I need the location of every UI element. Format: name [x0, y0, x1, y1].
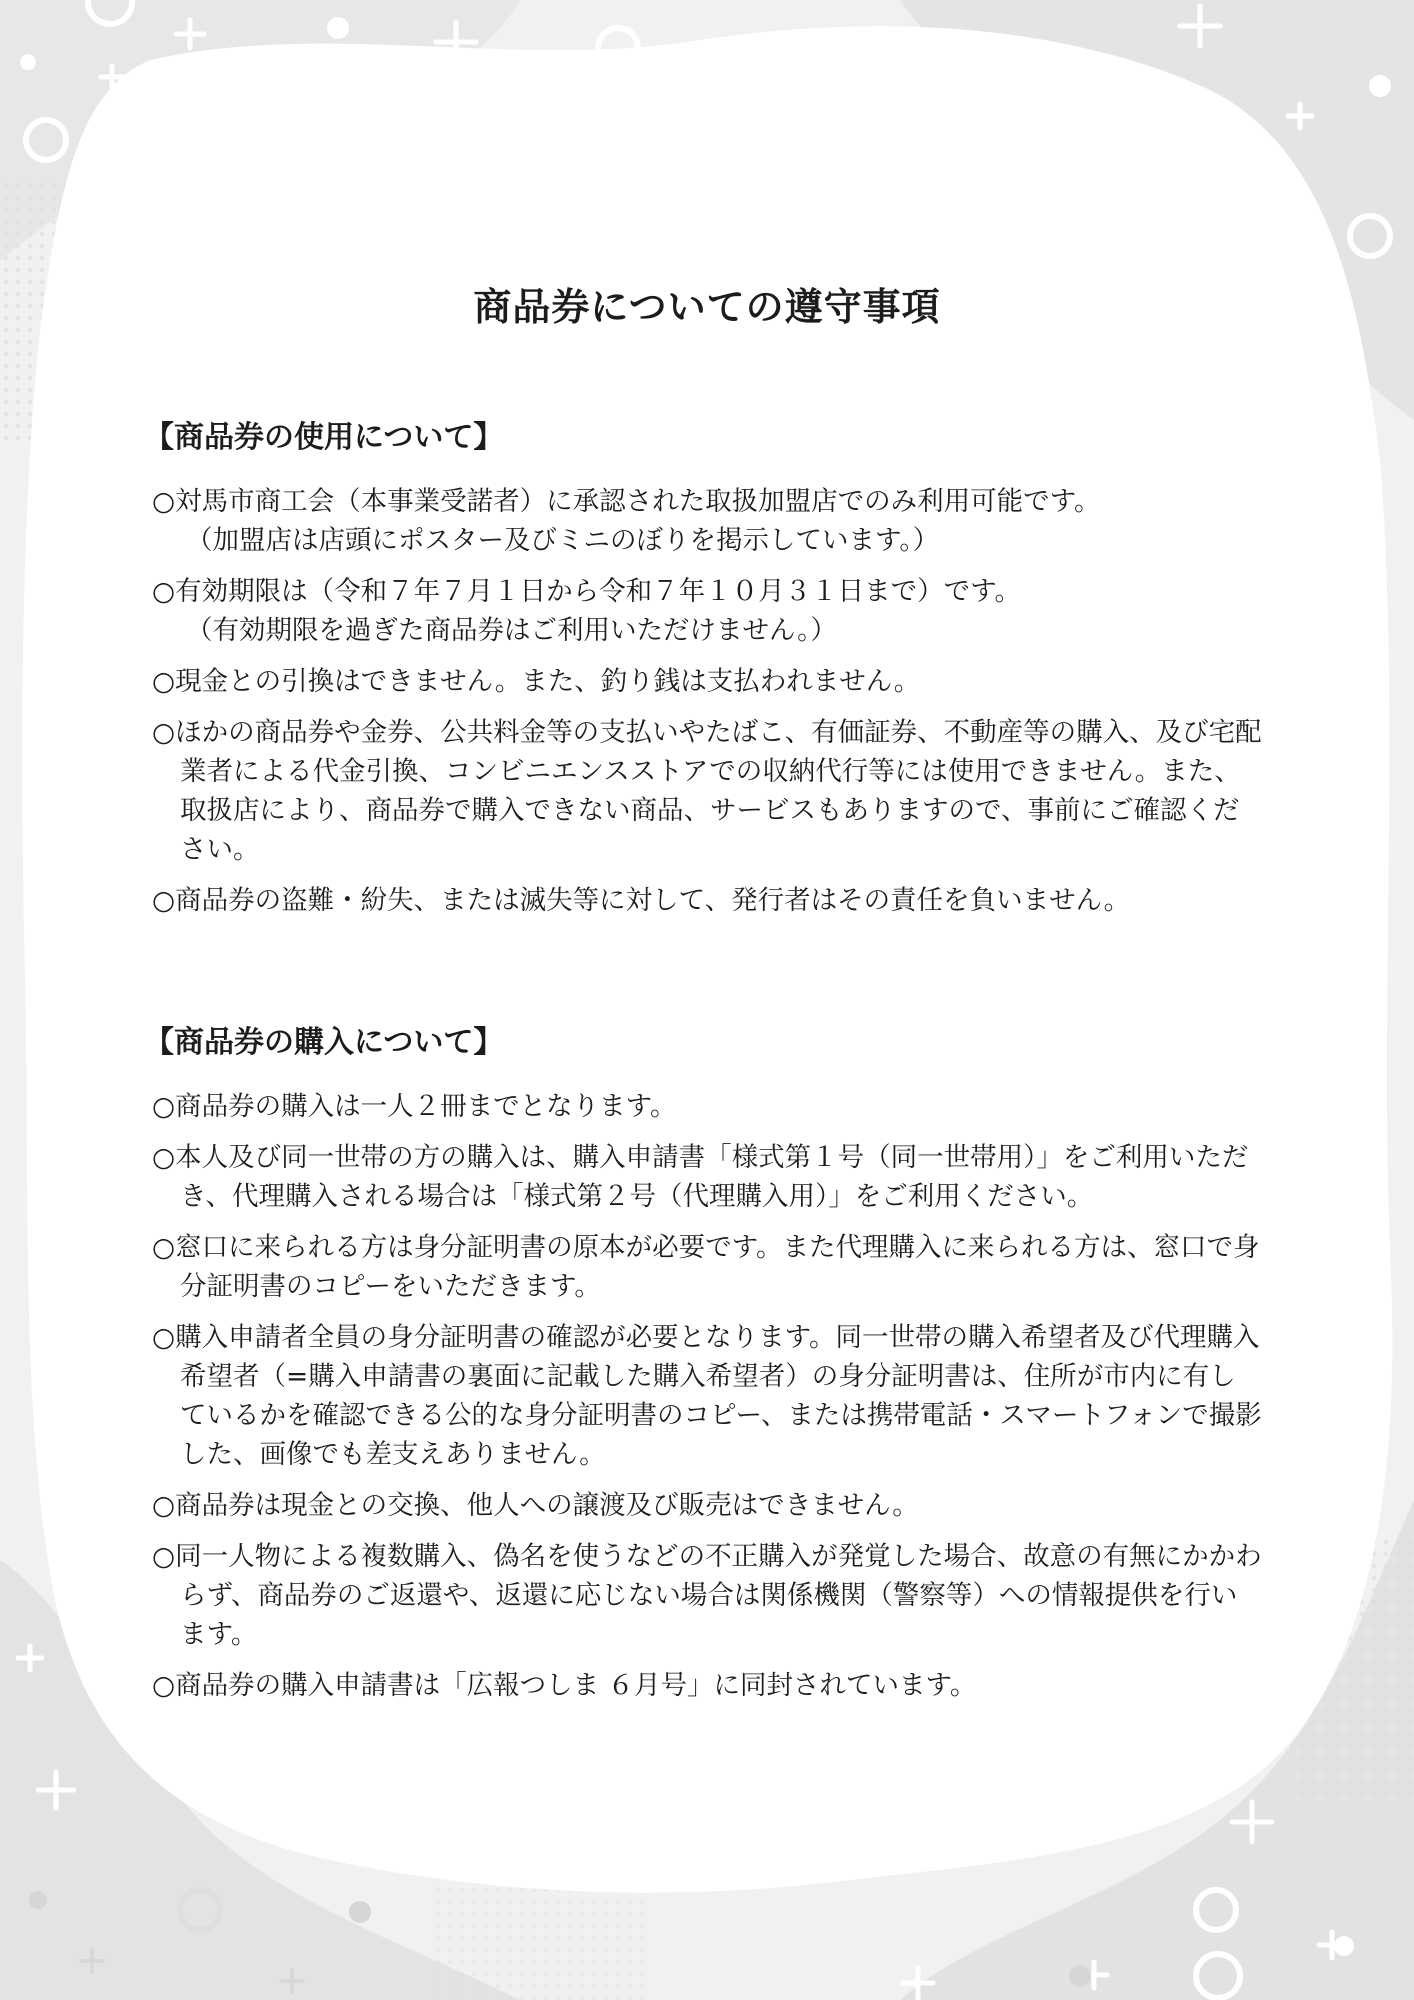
section-heading: 【商品券の購入について】 — [144, 1025, 504, 1060]
section-heading: 【商品券の使用について】 — [144, 420, 504, 455]
list-item — [152, 572, 1262, 650]
list-item — [152, 1228, 1262, 1306]
section-purchase — [144, 1021, 1262, 1717]
list-item — [152, 1318, 1262, 1474]
item-text: ○同一人物による複数購入、偽名を使うなどの不正購入が発覚した場合、故意の有無にかかわらず、商品券のご返還や、返還に応じない場合は関係機関（警察等）への情報提供を行います。 — [152, 1541, 1262, 1650]
item-text: ○商品券の購入申請書は「広報つしま ６月号」に同封されています。 — [152, 1670, 977, 1701]
section-usage — [144, 416, 1262, 932]
list-item — [152, 1087, 1262, 1126]
list-item — [152, 713, 1262, 869]
item-text: ○商品券は現金との交換、他人への譲渡及び販売はできません。 — [152, 1490, 919, 1521]
list-item — [152, 1537, 1262, 1654]
item-text: ○有効期限は（令和７年７月１日から令和７年１０月３１日まで）です。 — [152, 576, 1022, 607]
item-text: ○対馬市商工会（本事業受諾者）に承認された取扱加盟店でのみ利用可能です。 — [152, 486, 1101, 517]
item-text: ○商品券の購入は一人２冊までとなります。 — [152, 1091, 677, 1122]
item-text: ○ほかの商品券や金券、公共料金等の支払いやたばこ、有価証券、不動産等の購入、及び宅配業者による代金引換、コンビニエンスストアでの収納代行等には使用できません。また、取扱店により、商品券で購入できない商品、サービスもありますので、事前にご確認ください。 — [152, 717, 1262, 865]
list-item — [152, 1666, 1262, 1705]
item-text: ○窓口に来られる方は身分証明書の原本が必要です。また代理購入に来られる方は、窓口で身分証明書のコピーをいただきます。 — [152, 1232, 1260, 1302]
list-item — [152, 662, 1262, 701]
list-item — [152, 482, 1262, 560]
item-text: ○商品券の盗難・紛失、または滅失等に対して、発行者はその責任を負いません。 — [152, 885, 1131, 916]
list-item — [152, 1138, 1262, 1216]
item-note: （加盟店は店頭にポスター及びミニのぼりを掲示しています。） — [186, 525, 940, 556]
item-text: ○本人及び同一世帯の方の購入は、購入申請書「様式第１号（同一世帯用）」をご利用いただき、代理購入される場合は「様式第２号（代理購入用）」をご利用ください。 — [152, 1142, 1249, 1212]
list-item — [152, 881, 1262, 920]
item-note: （有効期限を過ぎた商品券はご利用いただけません。） — [186, 615, 837, 646]
item-text: ○購入申請者全員の身分証明書の確認が必要となります。同一世帯の購入希望者及び代理購入希望者（=購入申請書の裏面に記載した購入希望者）の身分証明書は、住所が市内に有しているかを確認できる公的な身分証明書のコピー、または携帯電話・スマートフォンで撮影した、画像でも差支えありません。 — [152, 1322, 1262, 1470]
item-text: ○現金との引換はできません。また、釣り銭は支払われません。 — [152, 666, 921, 697]
page-title: 商品券についての遵守事項 — [473, 285, 941, 329]
list-item — [152, 1486, 1262, 1525]
